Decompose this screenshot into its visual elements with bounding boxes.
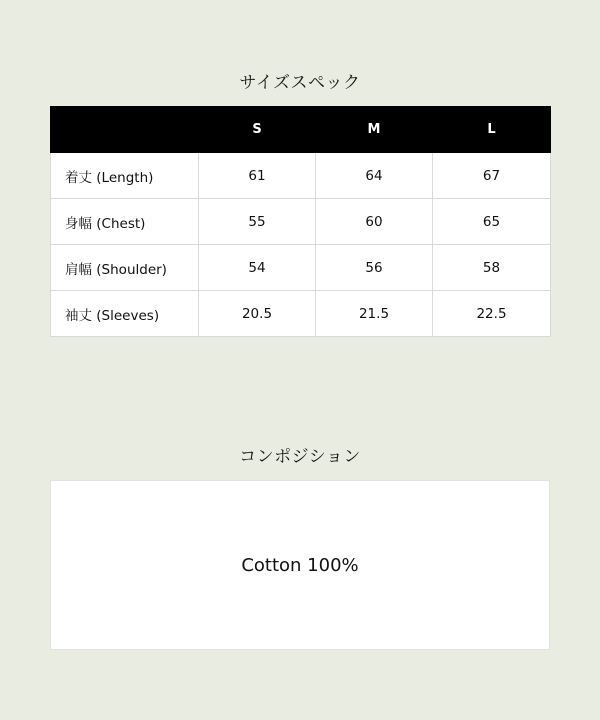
row-label-length: 着丈 (Length)	[51, 153, 199, 199]
table-row	[51, 153, 551, 199]
cell-length-m: 64	[316, 153, 433, 199]
column-header-l: L	[433, 107, 551, 153]
composition-box	[50, 480, 550, 650]
column-header-m: M	[316, 107, 433, 153]
cell-length-l: 67	[433, 153, 551, 199]
table-header-row	[51, 107, 551, 153]
table-row	[51, 291, 551, 337]
cell-shoulder-m: 56	[316, 245, 433, 291]
cell-shoulder-l: 58	[433, 245, 551, 291]
composition-title: コンポジション	[239, 447, 361, 467]
row-label-sleeves: 袖丈 (Sleeves)	[51, 291, 199, 337]
composition-text: Cotton 100%	[241, 554, 359, 576]
column-header-s: S	[199, 107, 316, 153]
table-row	[51, 245, 551, 291]
cell-shoulder-s: 54	[199, 245, 316, 291]
cell-sleeves-m: 21.5	[316, 291, 433, 337]
cell-chest-s: 55	[199, 199, 316, 245]
cell-sleeves-l: 22.5	[433, 291, 551, 337]
cell-chest-m: 60	[316, 199, 433, 245]
cell-chest-l: 65	[433, 199, 551, 245]
size-spec-title: サイズスペック	[239, 73, 361, 93]
column-header-measure	[51, 107, 199, 153]
row-label-shoulder: 肩幅 (Shoulder)	[51, 245, 199, 291]
table-row	[51, 199, 551, 245]
size-spec-table	[50, 106, 551, 337]
cell-length-s: 61	[199, 153, 316, 199]
row-label-chest: 身幅 (Chest)	[51, 199, 199, 245]
cell-sleeves-s: 20.5	[199, 291, 316, 337]
